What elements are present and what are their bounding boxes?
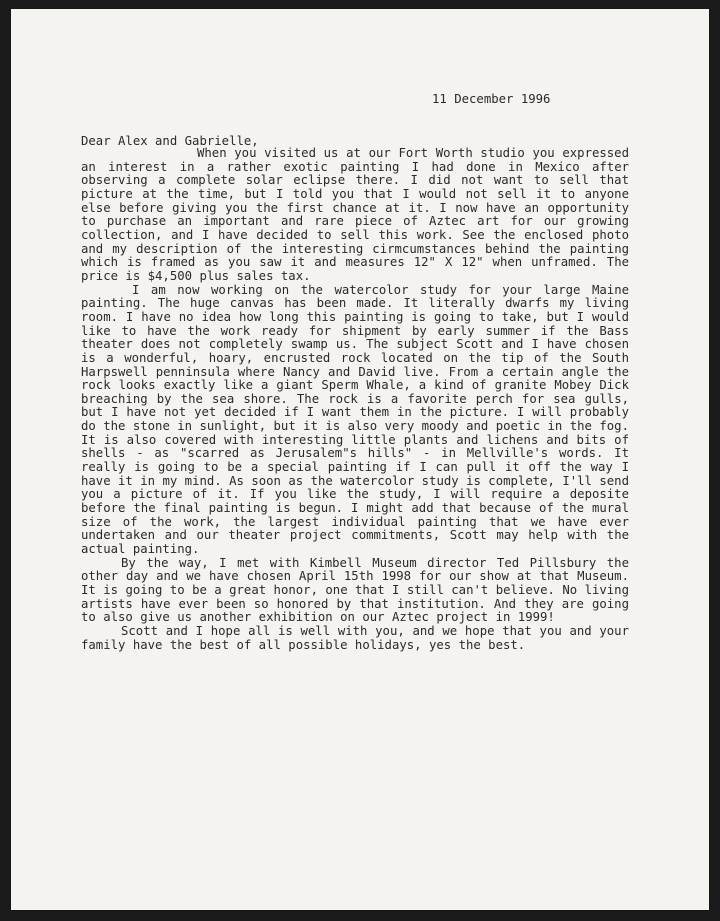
paragraph-kimbell-museum: By the way, I met with Kimbell Museum director Ted Pillsbury the other day and we have chosen April 15th 1998 for our show at that Museum. It is going to be a great honor, one that I still can't believe. No living artists have ever been so honored by that institution. And they are going to also give us another exhibition on our Aztec project in 1999! bbox=[81, 555, 629, 625]
letter-date: 11 December 1996 bbox=[432, 92, 551, 106]
paragraph-maine-painting: I am now working on the watercolor study for your large Maine painting. The huge canvas has been made. It literally dwarfs my living room. I have no idea how long this painting is going to take, but I would like to have the work ready for shipment by early summer if the Bass theater does not completely swamp us. The subject Scott and I have chosen is a wonderful, hoary, encrusted rock located on the tip of the South Harpswell penninsula where Nancy and David live. From a certain angle the rock looks exactly like a giant Sperm Whale, a kind of granite Mobey Dick breaching by the sea shore. The rock is a favorite perch for sea gulls, but I have not yet decided if I want them in the picture. I will probably do the stone in sunlight, but it is also very moody and poetic in the fog. It is also covered with interesting little plants and lichens and bits of shells - as "scarred as Jerusalem"s hills" - in Mellville's words. It really is going to be a special painting if I can pull it off the way I have it in my mind. As soon as the watercolor study is complete, I'll send you a picture of it. If you like the study, I will require a deposite before the final painting is begun. I might add that because of the mural size of the work, the largest individual painting that we have ever undertaken and our theater project commitments, Scott may help with the actual painting. bbox=[81, 282, 629, 557]
letter-body bbox=[81, 147, 629, 652]
letter-salutation: Dear Alex and Gabrielle, bbox=[81, 134, 259, 148]
paragraph-closing: Scott and I hope all is well with you, and we hope that you and your family have the best of all possible holidays, yes the best. bbox=[81, 623, 629, 652]
paragraph-solar-eclipse-painting: When you visited us at our Fort Worth studio you expressed an interest in a rather exotic painting I had done in Mexico after observing a complete solar eclipse there. I did not want to sell that picture at the time, but I told you that I would not sell it to anyone else before giving you the first chance at it. I now have an opportunity to purchase an important and rare piece of Aztec art for our growing collection, and I have decided to sell this work. See the enclosed photo and my description of the interesting cirmcumstances behind the painting which is framed as you saw it and measures 12" X 12" when unframed. The price is $4,500 plus sales tax. bbox=[81, 146, 629, 283]
